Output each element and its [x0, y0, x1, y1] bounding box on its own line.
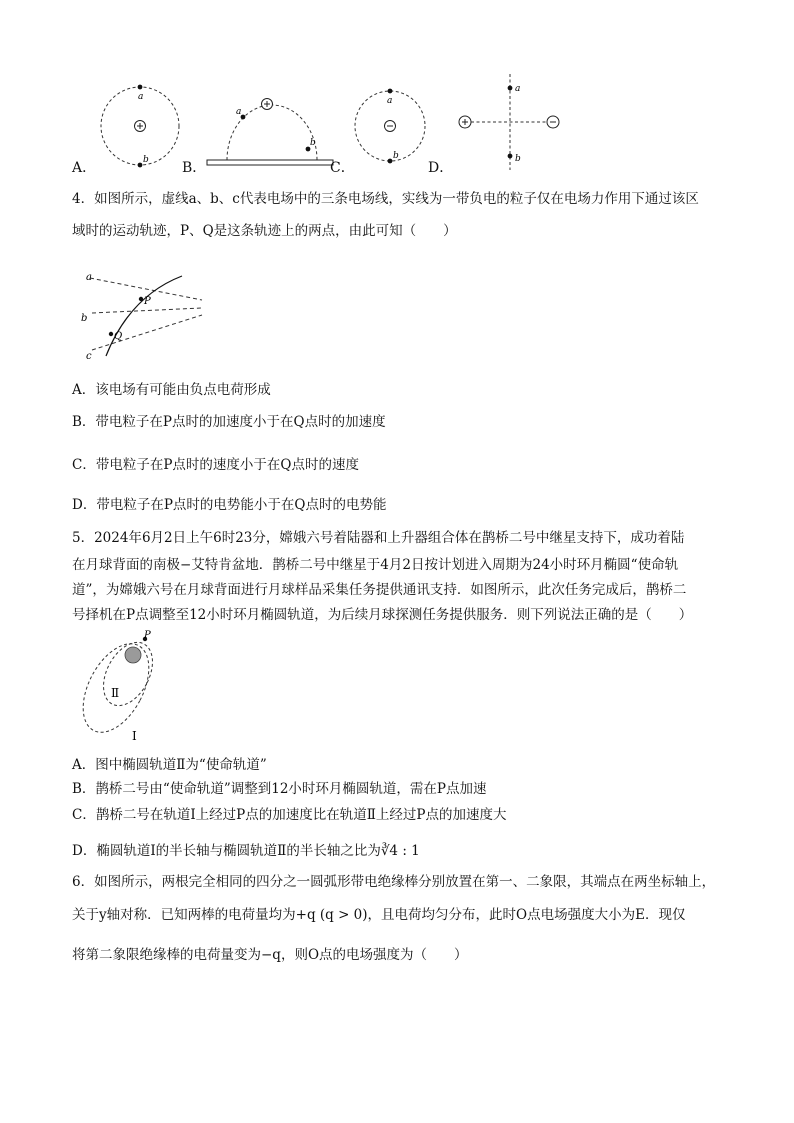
q3-a-label-b: b [143, 155, 149, 165]
q3-figure-a [95, 82, 185, 172]
q6-stem-line3: 将第二象限绝缘棒的电荷量变为−q，则O点的电场强度为（ ） [72, 947, 468, 963]
q5-option-c: C．鹊桥二号在轨道Ⅰ上经过P点的加速度比在轨道Ⅱ上经过P点的加速度大 [72, 807, 507, 823]
q4-label-b: b [81, 313, 88, 324]
q5-label-orbit-i: Ⅰ [132, 729, 137, 743]
q4-label-q: Q [114, 331, 123, 342]
q3-option-d-label: D． [428, 160, 454, 176]
q3-a-label-a: a [138, 92, 144, 102]
q5-stem-line1: 5．2024年6月2日上午6时23分，嫦娥六号着陆器和上升器组合体在鹊桥二号中继星支持下，成功着陆 [72, 530, 685, 546]
q3-figure-b [205, 92, 335, 172]
q4-label-p: P [144, 296, 151, 307]
q4-stem-line2: 域时的运动轨迹，P、Q是这条轨迹上的两点，由此可知（ ） [72, 223, 457, 239]
q4-stem-line1: 4．如图所示，虚线a、b、c代表电场中的三条电场线，实线为一带负电的粒子仅在电场力作用下通过该区 [72, 191, 699, 207]
q4-option-c: C．带电粒子在P点时的速度小于在Q点时的速度 [72, 457, 359, 473]
q5-option-a: A．图中椭圆轨道Ⅱ为“使命轨道” [72, 757, 267, 773]
q6-stem-line1: 6．如图所示，两根完全相同的四分之一圆弧形带电绝缘棒分别放置在第一、二象限，其端点在两坐标轴上， [72, 874, 716, 890]
q3-c-label-a: a [387, 96, 393, 106]
q5-label-p: P [144, 630, 151, 641]
q5-stem-line4: 号择机在P点调整至12小时环月椭圆轨道，为后续月球探测任务提供服务．则下列说法正确的是（ ） [72, 607, 693, 623]
q3-c-label-b: b [393, 151, 399, 161]
q3-figure-d [455, 72, 565, 172]
q5-label-orbit-ii: Ⅱ [111, 686, 120, 700]
q6-stem-line2: 关于y轴对称．已知两棒的电荷量均为+q (q > 0)，且电荷均匀分布，此时O点电场强度大小为E．现仅 [72, 907, 686, 923]
q4-label-c: c [86, 351, 92, 362]
q5-figure [78, 630, 168, 742]
q3-d-label-a: a [515, 84, 521, 94]
q4-option-a: A．该电场有可能由负点电荷形成 [72, 382, 271, 398]
q5-stem-line3: 道”，为嫦娥六号在月球背面进行月球样品采集任务提供通讯支持．如图所示，此次任务完成后，鹊桥二 [72, 582, 687, 598]
q5-option-d: D．椭圆轨道Ⅰ的半长轴与椭圆轨道Ⅱ的半长轴之比为∛4 : 1 [72, 843, 420, 859]
q3-b-label-b: b [310, 138, 316, 148]
q3-option-a-label: A． [72, 160, 97, 176]
q5-option-b: B．鹊桥二号由“使命轨道”调整到12小时环月椭圆轨道，需在P点加速 [72, 781, 487, 797]
q4-label-a: a [86, 272, 92, 283]
q3-option-b-label: B． [182, 160, 207, 176]
q3-option-c-label: C． [330, 160, 355, 176]
q4-figure [78, 268, 208, 363]
q4-option-b: B．带电粒子在P点时的加速度小于在Q点时的加速度 [72, 414, 386, 430]
q4-option-d: D．带电粒子在P点时的电势能小于在Q点时的电势能 [72, 497, 387, 513]
q3-d-label-b: b [515, 154, 521, 164]
q5-stem-line2: 在月球背面的南极−艾特肯盆地．鹊桥二号中继星于4月2日按计划进入周期为24小时环月椭圆“使命轨 [72, 557, 679, 573]
q3-figure-c [350, 84, 434, 170]
q3-b-label-a: a [236, 107, 242, 117]
